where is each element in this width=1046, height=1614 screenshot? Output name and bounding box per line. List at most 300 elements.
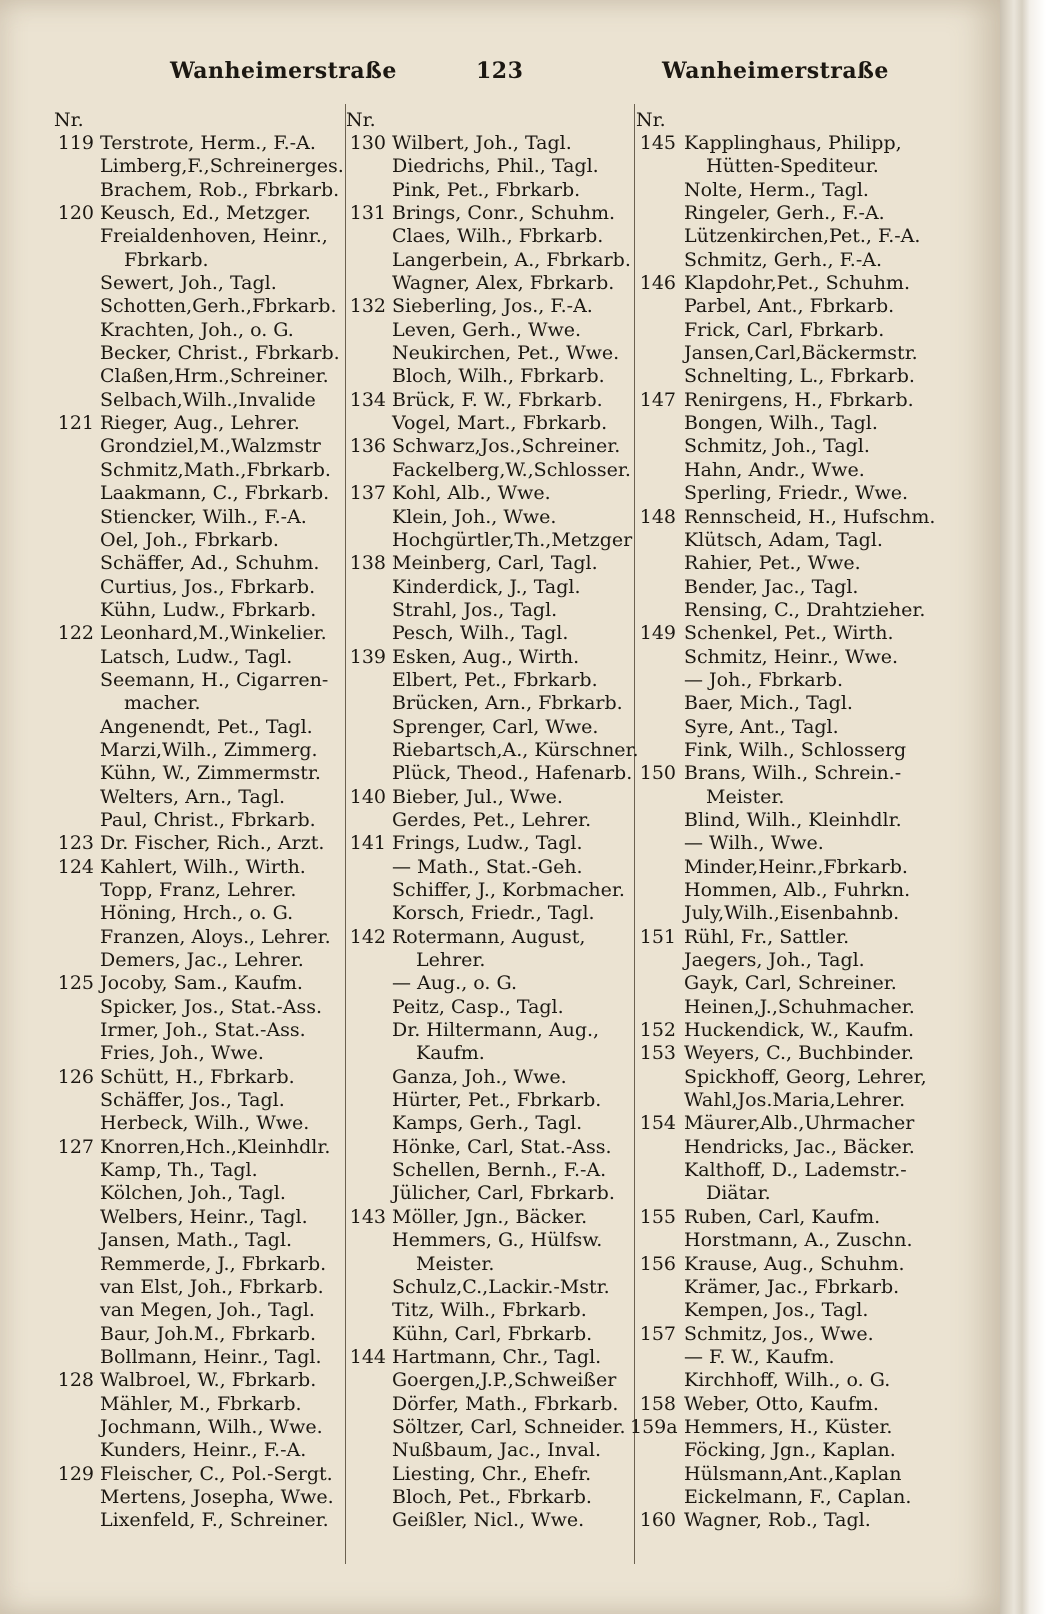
directory-entry (340, 1346, 640, 1369)
resident-entry: — F. W., Kaufm. (684, 1345, 835, 1368)
resident-entry: Hommen, Alb., Fuhrkn. (684, 879, 911, 901)
resident-entry: Korsch, Friedr., Tagl. (392, 902, 595, 925)
resident-entry: Langerbein, A., Fbrkarb. (392, 248, 631, 271)
resident-entry: Geißler, Nicl., Wwe. (392, 1509, 585, 1532)
resident-entry: Klapdohr,Pet., Schuhm. (684, 272, 910, 295)
resident-entry: Hartmann, Chr., Tagl. (392, 1345, 602, 1368)
resident-entry: Kalthoff, D., Lademstr.- (684, 1159, 907, 1182)
resident-entry: Peitz, Casp., Tagl. (392, 995, 564, 1018)
house-number: 145 (639, 132, 676, 154)
resident-entry: Franzen, Aloys., Lehrer. (100, 925, 331, 948)
resident-entry: Kapplinghaus, Philipp, (684, 132, 902, 154)
directory-entry (340, 832, 640, 855)
directory-entry (630, 529, 930, 552)
resident-entry: Schmitz, Gerh., F.-A. (684, 248, 883, 271)
resident-entry: Marzi,Wilh., Zimmerg. (100, 738, 318, 761)
directory-entry (630, 1276, 930, 1299)
resident-entry: Freialdenhoven, Heinr., (100, 225, 328, 248)
directory-entry (630, 926, 930, 949)
directory-entry (340, 692, 640, 715)
directory-entry (48, 739, 348, 762)
resident-entry: Hönke, Carl, Stat.-Ass. (392, 1135, 612, 1158)
directory-entry (48, 1019, 348, 1042)
resident-entry: Gayk, Carl, Schreiner. (684, 972, 897, 995)
resident-entry: Spicker, Jos., Stat.-Ass. (100, 995, 322, 1018)
resident-entry: Krämer, Jac., Fbrkarb. (684, 1275, 900, 1298)
directory-entry (340, 1393, 640, 1416)
directory-entry (630, 1486, 930, 1509)
resident-entry: Hendricks, Jac., Bäcker. (684, 1135, 915, 1158)
resident-entry: Claes, Wilh., Fbrkarb. (392, 225, 604, 248)
directory-entry (340, 739, 640, 762)
resident-entry: Hütten-Spediteur. (706, 155, 879, 178)
house-number: 147 (639, 388, 676, 411)
directory-entry (630, 1019, 930, 1042)
resident-entry: Pesch, Wilh., Tagl. (392, 622, 569, 645)
resident-entry: Schnelting, L., Fbrkarb. (684, 365, 915, 388)
directory-entry (630, 389, 930, 412)
resident-entry: Curtius, Jos., Fbrkarb. (100, 575, 316, 598)
resident-entry: Kahlert, Wilh., Wirth. (100, 855, 306, 878)
resident-entry: van Elst, Joh., Fbrkarb. (100, 1275, 324, 1298)
directory-entry (48, 669, 348, 692)
directory-entry (340, 1323, 640, 1346)
directory-entry (340, 1439, 640, 1462)
resident-entry: Brachem, Rob., Fbrkarb. (100, 178, 340, 201)
resident-entry: Kamps, Gerh., Tagl. (392, 1112, 583, 1135)
resident-entry: Diedrichs, Phil., Tagl. (392, 155, 599, 178)
directory-entry (340, 202, 640, 225)
directory-entry (48, 646, 348, 669)
house-number: 143 (349, 1205, 386, 1228)
directory-entry (340, 622, 640, 645)
resident-entry: Kühn, Carl, Fbrkarb. (392, 1322, 593, 1345)
directory-entry (48, 319, 348, 342)
directory-entry (340, 669, 640, 692)
directory-entry (48, 552, 348, 575)
resident-entry: Fackelberg,W.,Schlosser. (392, 458, 631, 481)
directory-entry (48, 1439, 348, 1462)
directory-entry (340, 412, 640, 435)
resident-entry: Weber, Otto, Kaufm. (684, 1392, 879, 1415)
directory-entry (340, 1159, 640, 1182)
house-number: 153 (639, 1042, 676, 1065)
resident-entry: Föcking, Jgn., Kaplan. (684, 1439, 896, 1462)
directory-entry (340, 1486, 640, 1509)
directory-entry (48, 576, 348, 599)
resident-entry: Laakmann, C., Fbrkarb. (100, 482, 330, 505)
directory-entry (630, 1229, 930, 1252)
resident-entry: Baer, Mich., Tagl. (684, 692, 853, 715)
directory-entry (340, 926, 640, 949)
directory-entry (48, 1346, 348, 1369)
number-heading: Nr. (636, 109, 666, 131)
directory-entry (630, 996, 930, 1019)
directory-entry (630, 1182, 930, 1205)
resident-entry: Plück, Theod., Hafenarb. (392, 762, 633, 785)
house-number: 129 (57, 1462, 94, 1485)
resident-entry: Ruben, Carl, Kaufm. (684, 1205, 881, 1228)
directory-entry (48, 342, 348, 365)
resident-entry: Neukirchen, Pet., Wwe. (392, 342, 620, 365)
resident-entry: Frings, Ludw., Tagl. (392, 832, 583, 855)
resident-entry: Rühl, Fr., Sattler. (684, 925, 850, 948)
house-number: 157 (639, 1322, 676, 1345)
house-number: 131 (349, 202, 386, 225)
house-number: 137 (349, 482, 386, 505)
directory-entry (340, 879, 640, 902)
directory-entry (48, 972, 348, 995)
resident-entry: Horstmann, A., Zuschn. (684, 1229, 913, 1252)
directory-entry (48, 272, 348, 295)
directory-entry (630, 669, 930, 692)
resident-entry: — Math., Stat.-Geh. (392, 855, 583, 878)
house-number: 146 (639, 272, 676, 295)
resident-entry: Pink, Pet., Fbrkarb. (392, 178, 581, 201)
directory-entry (340, 716, 640, 739)
resident-entry: Selbach,Wilh.,Invalide (100, 388, 316, 411)
house-number: 125 (57, 972, 94, 995)
resident-entry: Klein, Joh., Wwe. (392, 505, 557, 528)
resident-entry: Leven, Gerh., Wwe. (392, 318, 582, 341)
resident-entry: Irmer, Joh., Stat.-Ass. (100, 1019, 306, 1042)
resident-entry: Brans, Wilh., Schrein.- (684, 762, 902, 785)
resident-entry: Wagner, Rob., Tagl. (684, 1509, 871, 1532)
resident-entry: Krachten, Joh., o. G. (100, 318, 294, 341)
resident-entry: macher. (124, 692, 201, 715)
house-number: 152 (639, 1019, 676, 1042)
resident-entry: Wilbert, Joh., Tagl. (392, 132, 572, 154)
directory-entry (630, 1089, 930, 1112)
resident-entry: Mertens, Josepha, Wwe. (100, 1485, 334, 1508)
resident-entry: Diätar. (706, 1182, 771, 1205)
directory-entry (340, 1182, 640, 1205)
house-number: 160 (639, 1509, 676, 1532)
directory-entry (340, 1089, 640, 1112)
resident-entry: Leonhard,M.,Winkelier. (100, 622, 327, 645)
directory-entry (340, 646, 640, 669)
resident-entry: Lehrer. (416, 949, 486, 972)
directory-entry (48, 225, 348, 248)
directory-entry (630, 272, 930, 295)
directory-entry (340, 319, 640, 342)
resident-entry: Liesting, Chr., Ehefr. (392, 1462, 592, 1485)
directory-entry (48, 949, 348, 972)
resident-entry: Hemmers, G., Hülfsw. (392, 1229, 603, 1252)
resident-entry: — Joh., Fbrkarb. (684, 668, 844, 691)
resident-entry: Sperling, Friedr., Wwe. (684, 482, 909, 505)
resident-entry: Sewert, Joh., Tagl. (100, 272, 277, 295)
header-street-right: Wanheimerstraße (662, 58, 889, 84)
house-number: 139 (349, 645, 386, 668)
directory-entry (630, 1206, 930, 1229)
house-number: 128 (57, 1369, 94, 1392)
resident-entry: Blind, Wilh., Kleinhdlr. (684, 808, 902, 831)
house-number: 132 (349, 295, 386, 318)
directory-entry (48, 1463, 348, 1486)
resident-entry: Kunders, Heinr., F.-A. (100, 1439, 307, 1462)
directory-entry (48, 179, 348, 202)
resident-entry: Stiencker, Wilh., F.-A. (100, 505, 307, 528)
directory-entry (630, 249, 930, 272)
directory-entry (630, 1253, 930, 1276)
directory-entry (48, 786, 348, 809)
resident-entry: Becker, Christ., Fbrkarb. (100, 342, 340, 365)
directory-entry (48, 1416, 348, 1439)
resident-entry: Eickelmann, F., Caplan. (684, 1485, 912, 1508)
directory-entry (340, 342, 640, 365)
directory-entry (340, 435, 640, 458)
resident-entry: Nolte, Herm., Tagl. (684, 178, 869, 201)
resident-entry: Jülicher, Carl, Fbrkarb. (392, 1182, 615, 1205)
resident-entry: Schellen, Bernh., F.-A. (392, 1159, 607, 1182)
resident-entry: Knorren,Hch.,Kleinhdlr. (100, 1135, 331, 1158)
resident-entry: Hemmers, H., Küster. (684, 1415, 893, 1438)
directory-entry (340, 225, 640, 248)
directory-entry (340, 902, 640, 925)
directory-entry (630, 1159, 930, 1182)
resident-entry: Elbert, Pet., Fbrkarb. (392, 668, 598, 691)
resident-entry: Lixenfeld, F., Schreiner. (100, 1509, 329, 1532)
directory-entry (340, 809, 640, 832)
house-number: 142 (349, 925, 386, 948)
resident-entry: Kohl, Alb., Wwe. (392, 482, 551, 505)
directory-entry (48, 1066, 348, 1089)
directory-entry (630, 459, 930, 482)
resident-entry: Dörfer, Math., Fbrkarb. (392, 1392, 619, 1415)
directory-entry (630, 1323, 930, 1346)
resident-entry: Kölchen, Joh., Tagl. (100, 1182, 286, 1205)
resident-entry: Ganza, Joh., Wwe. (392, 1065, 567, 1088)
resident-entry: Wahl,Jos.Maria,Lehrer. (684, 1089, 906, 1112)
directory-entry (630, 225, 930, 248)
directory-entry (630, 739, 930, 762)
resident-entry: Huckendick, W., Kaufm. (684, 1019, 915, 1042)
directory-entry (48, 716, 348, 739)
resident-entry: Kirchhoff, Wilh., o. G. (684, 1369, 891, 1392)
resident-entry: Esken, Aug., Wirth. (392, 645, 580, 668)
directory-entry (340, 389, 640, 412)
directory-entry (630, 576, 930, 599)
directory-entry (630, 1369, 930, 1392)
resident-entry: Hahn, Andr., Wwe. (684, 458, 865, 481)
directory-entry (630, 1112, 930, 1135)
resident-entry: Goergen,J.P.,Schweißer (392, 1369, 617, 1392)
resident-entry: Meister. (416, 1252, 495, 1275)
resident-entry: Titz, Wilh., Fbrkarb. (392, 1299, 587, 1322)
directory-entry (48, 1393, 348, 1416)
house-number: 159a (630, 1415, 678, 1438)
resident-entry: Bloch, Pet., Fbrkarb. (392, 1485, 592, 1508)
resident-entry: Jansen,Carl,Bäckermstr. (684, 342, 918, 365)
house-number: 141 (349, 832, 386, 855)
house-number: 144 (349, 1345, 386, 1368)
directory-entry (340, 786, 640, 809)
directory-entry (48, 762, 348, 785)
directory-entry (340, 1112, 640, 1135)
resident-entry: Klütsch, Adam, Tagl. (684, 528, 883, 551)
directory-entry (630, 972, 930, 995)
directory-entry (630, 832, 930, 855)
resident-entry: Höning, Hrch., o. G. (100, 902, 294, 925)
directory-entry (340, 132, 640, 155)
directory-entry (340, 1276, 640, 1299)
directory-entry (48, 1253, 348, 1276)
resident-entry: Schäffer, Ad., Schuhm. (100, 552, 320, 575)
directory-entry (630, 1136, 930, 1159)
resident-entry: Brück, F. W., Fbrkarb. (392, 388, 603, 411)
resident-entry: Jansen, Math., Tagl. (100, 1229, 293, 1252)
directory-entry (48, 389, 348, 412)
resident-entry: Angenendt, Pet., Tagl. (100, 715, 313, 738)
directory-entry (48, 435, 348, 458)
resident-entry: Kinderdick, J., Tagl. (392, 575, 581, 598)
directory-entry (48, 809, 348, 832)
directory-entry (340, 179, 640, 202)
resident-entry: Rahier, Pet., Wwe. (684, 552, 861, 575)
resident-entry: Möller, Jgn., Bäcker. (392, 1205, 588, 1228)
resident-entry: Claßen,Hrm.,Schreiner. (100, 365, 329, 388)
directory-entry (630, 716, 930, 739)
column-3 (630, 108, 936, 1533)
house-number: 134 (349, 388, 386, 411)
house-number: 123 (57, 832, 94, 855)
directory-entry (630, 342, 930, 365)
directory-entry (48, 622, 348, 645)
directory-entry (340, 272, 640, 295)
directory-entry (630, 132, 930, 155)
directory-entry (48, 1299, 348, 1322)
directory-entry (48, 1136, 348, 1159)
resident-entry: July,Wilh.,Eisenbahnb. (684, 902, 900, 925)
directory-entry (48, 856, 348, 879)
directory-entry (340, 1369, 640, 1392)
directory-entry (340, 1229, 640, 1252)
resident-entry: Welters, Arn., Tagl. (100, 785, 286, 808)
directory-entry (48, 482, 348, 505)
directory-entry (340, 996, 640, 1019)
directory-entry (48, 902, 348, 925)
house-number: 140 (349, 785, 386, 808)
directory-entry (340, 552, 640, 575)
house-number: 127 (57, 1135, 94, 1158)
resident-entry: Jochmann, Wilh., Wwe. (100, 1415, 323, 1438)
house-number: 122 (57, 622, 94, 645)
number-heading: Nr. (54, 109, 84, 131)
directory-entry (340, 1509, 640, 1532)
directory-entry (48, 1159, 348, 1182)
house-number: 149 (639, 622, 676, 645)
directory-entry (630, 1416, 930, 1439)
directory-entry (630, 295, 930, 318)
resident-entry: Bollmann, Heinr., Tagl. (100, 1345, 322, 1368)
directory-entry (630, 365, 930, 388)
house-number: 156 (639, 1252, 676, 1275)
directory-entry (630, 856, 930, 879)
directory-entry (340, 482, 640, 505)
directory-entry (630, 692, 930, 715)
resident-entry: Baur, Joh.M., Fbrkarb. (100, 1322, 317, 1345)
directory-entry (630, 1346, 930, 1369)
resident-entry: Wagner, Alex, Fbrkarb. (392, 272, 615, 295)
directory-entry (630, 809, 930, 832)
directory-entry (630, 1299, 930, 1322)
resident-entry: Brings, Conr., Schuhm. (392, 202, 616, 225)
column-2 (340, 108, 640, 1533)
resident-entry: Krause, Aug., Schuhm. (684, 1252, 905, 1275)
directory-entry (340, 856, 640, 879)
resident-entry: Ringeler, Gerh., F.-A. (684, 202, 885, 225)
directory-entry (48, 155, 348, 178)
resident-entry: Söltzer, Carl, Schneider. (392, 1415, 626, 1438)
resident-entry: — Aug., o. G. (392, 972, 518, 995)
page-header (0, 58, 1000, 98)
directory-entry (48, 295, 348, 318)
resident-entry: Schenkel, Pet., Wirth. (684, 622, 894, 645)
house-number: 154 (639, 1112, 676, 1135)
resident-entry: Seemann, H., Cigarren- (100, 668, 329, 691)
resident-entry: Walbroel, W., Fbrkarb. (100, 1369, 317, 1392)
directory-entry (630, 646, 930, 669)
directory-entry (48, 506, 348, 529)
resident-entry: Hochgürtler,Th.,Metzger (392, 528, 633, 551)
resident-entry: Frick, Carl, Fbrkarb. (684, 318, 885, 341)
directory-entry (630, 482, 930, 505)
resident-entry: Schütt, H., Fbrkarb. (100, 1065, 295, 1088)
directory-entry (340, 599, 640, 622)
directory-entry (48, 926, 348, 949)
directory-entry (48, 1369, 348, 1392)
directory-entry (630, 202, 930, 225)
directory-entry (340, 1066, 640, 1089)
directory-entry (48, 1509, 348, 1532)
resident-entry: Welbers, Heinr., Tagl. (100, 1205, 308, 1228)
house-number: 119 (57, 132, 94, 154)
resident-entry: Hülsmann,Ant.,Kaplan (684, 1462, 902, 1485)
resident-entry: Fleischer, C., Pol.-Sergt. (100, 1462, 333, 1485)
resident-entry: Remmerde, J., Fbrkarb. (100, 1252, 327, 1275)
resident-entry: Kamp, Th., Tagl. (100, 1159, 258, 1182)
resident-entry: Terstrote, Herm., F.-A. (100, 132, 316, 154)
directory-entry (340, 972, 640, 995)
column-1 (48, 108, 348, 1533)
directory-entry (340, 1206, 640, 1229)
resident-entry: Strahl, Jos., Tagl. (392, 598, 558, 621)
resident-entry: Bender, Jac., Tagl. (684, 575, 859, 598)
directory-entry (48, 1206, 348, 1229)
directory-entry (48, 1276, 348, 1299)
directory-entry (630, 902, 930, 925)
resident-entry: Sieberling, Jos., F.-A. (392, 295, 593, 318)
resident-entry: Mäurer,Alb.,Uhrmacher (684, 1112, 915, 1135)
resident-entry: Schotten,Gerh.,Fbrkarb. (100, 295, 337, 318)
directory-entry (340, 1299, 640, 1322)
resident-entry: van Megen, Joh., Tagl. (100, 1299, 315, 1322)
resident-entry: Schwarz,Jos.,Schreiner. (392, 435, 621, 458)
directory-entry (48, 365, 348, 388)
resident-entry: Schmitz, Joh., Tagl. (684, 435, 870, 458)
resident-entry: Nußbaum, Jac., Inval. (392, 1439, 601, 1462)
directory-entry (48, 1323, 348, 1346)
house-number: 136 (349, 435, 386, 458)
resident-entry: Paul, Christ., Fbrkarb. (100, 808, 316, 831)
resident-entry: Minder,Heinr.,Fbrkarb. (684, 855, 908, 878)
resident-entry: Rieger, Aug., Lehrer. (100, 412, 300, 435)
directory-entry (630, 155, 930, 178)
resident-entry: Kühn, W., Zimmermstr. (100, 762, 321, 785)
directory-entry (630, 1066, 930, 1089)
resident-entry: Lützenkirchen,Pet., F.-A. (684, 225, 921, 248)
